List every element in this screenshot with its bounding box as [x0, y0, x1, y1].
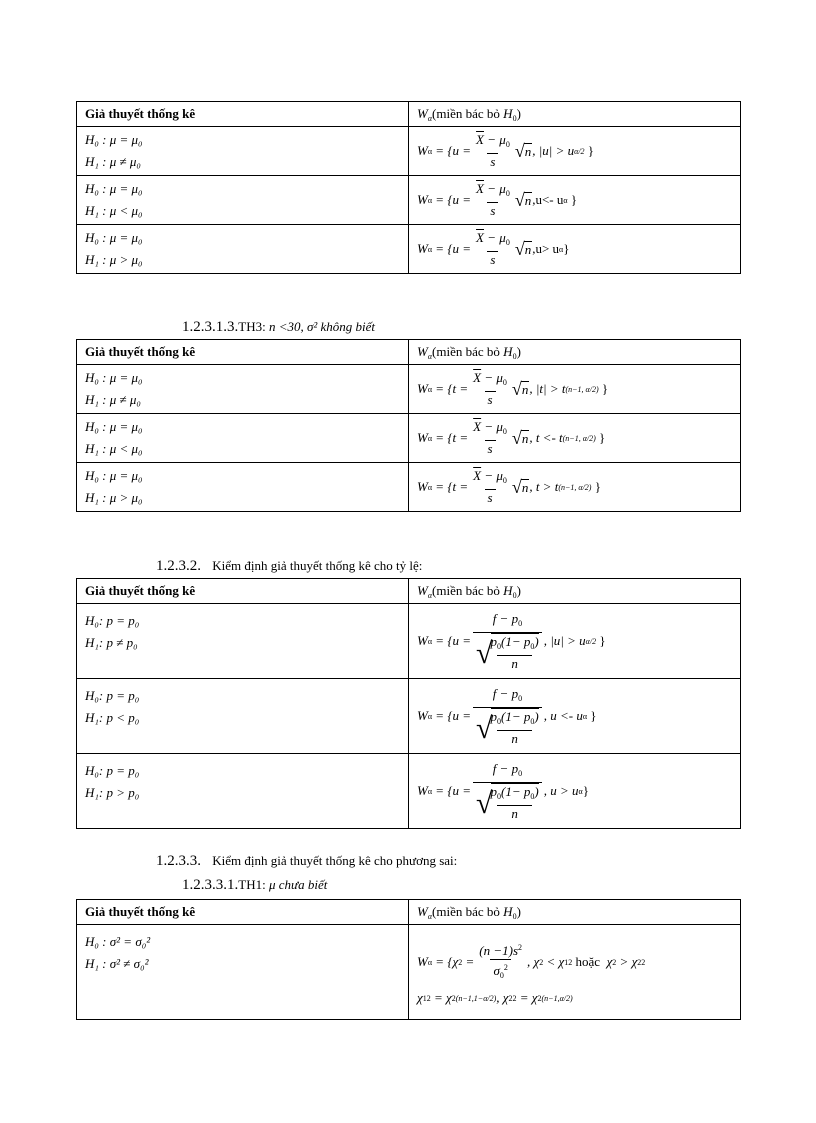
- hypothesis-cell: [77, 414, 409, 463]
- hypothesis-table-variance: [76, 899, 741, 1020]
- rejection-formula: W α = {u = $\frac{\overline{X} - \mu_0}{s}$ √ n ,u<- u α }: [417, 181, 578, 218]
- alternative-hypothesis: H₁: p > p₀: [85, 785, 140, 800]
- hypothesis-cell: [77, 463, 409, 512]
- alternative-hypothesis: H₁ : μ ≠ μ₀: [85, 392, 141, 407]
- null-hypothesis: H₀ : μ = μ₀: [85, 230, 143, 245]
- null-hypothesis: H₀ : μ = μ₀: [85, 370, 143, 385]
- table-row: [77, 463, 741, 512]
- hypothesis-cell: [77, 225, 409, 274]
- rejection-region-cell: [409, 176, 741, 225]
- alternative-hypothesis: H₁: p ≠ p₀: [85, 635, 138, 650]
- null-hypothesis: H₀: p = p₀: [85, 763, 140, 778]
- column-header-hypothesis: Giả thuyết thống kê: [77, 102, 409, 127]
- rejection-formula: W α = {u = $f - p_0$ √ $p_0(1- p_0)$ n , u > u α }: [417, 760, 589, 821]
- critical-values-formula: χ 1 2 = χ 2 (n−1,1−α/2) , χ 2 2 = χ 2 (n−1,α/2): [417, 990, 573, 1005]
- hypothesis-cell: [77, 176, 409, 225]
- rejection-region-cell: [409, 225, 741, 274]
- column-header-hypothesis: Giả thuyết thống kê: [77, 900, 409, 925]
- hypothesis-cell: [77, 127, 409, 176]
- rejection-region-cell: [409, 925, 741, 1020]
- null-hypothesis: H₀ : μ = μ₀: [85, 468, 143, 483]
- hypothesis-table-proportion: [76, 578, 741, 829]
- rejection-formula: W α = {u = $f - p_0$ √ $p_0(1- p_0)$ n , |u| > u α/2 }: [417, 610, 606, 671]
- rejection-formula: W α = {t = $\frac{\overline{X} - \mu_0}{s}$ √ n , t > t (n−1, α/2) }: [417, 468, 601, 505]
- rejection-formula: W α = {t = $\frac{\overline{X} - \mu_0}{s}$ √ n , t <- t (n−1, α/2) }: [417, 419, 606, 456]
- alternative-hypothesis: H₁ : μ < μ₀: [85, 203, 143, 218]
- section-heading-th3: 1.2.3.1.3.TH3: n <30, σ² không biết: [182, 319, 376, 335]
- null-hypothesis: H₀: p = p₀: [85, 613, 140, 628]
- rejection-formula: W α = {u = $\frac{\overline{X} - \mu_0}{s}$ √ n ,u> u α }: [417, 230, 570, 267]
- column-header-rejection-region: $W_\alpha(miền$ bác bỏ $H_0$): [409, 102, 741, 127]
- table-row: [77, 925, 741, 1020]
- section-heading-th1: 1.2.3.3.1.TH1: μ chưa biết: [182, 877, 328, 893]
- null-hypothesis: H₀ : μ = μ₀: [85, 419, 143, 434]
- rejection-region-cell: [409, 463, 741, 512]
- rejection-region-cell: [409, 754, 741, 829]
- table-row: [77, 176, 741, 225]
- table-row: [77, 225, 741, 274]
- alternative-hypothesis: H₁ : μ < μ₀: [85, 441, 143, 456]
- alternative-hypothesis: H₁: p < p₀: [85, 710, 140, 725]
- table-row: [77, 604, 741, 679]
- column-header-hypothesis: Giả thuyết thống kê: [77, 340, 409, 365]
- hypothesis-cell: [77, 365, 409, 414]
- rejection-formula: W α = {u = $\frac{\overline{X} - \mu_0}{s}$ √ n , |u| > u α/2 }: [417, 132, 595, 169]
- hypothesis-table-mean-small-sample: [76, 339, 741, 512]
- rejection-region-cell: [409, 414, 741, 463]
- rejection-formula: W α = {u = $f - p_0$ √ $p_0(1- p_0)$ n , u <- u α }: [417, 685, 597, 746]
- rejection-region-cell: [409, 127, 741, 176]
- column-header-hypothesis: Giả thuyết thống kê: [77, 579, 409, 604]
- null-hypothesis: H₀ : σ² = σ₀²: [85, 934, 151, 949]
- alternative-hypothesis: H₁ : μ ≠ μ₀: [85, 154, 141, 169]
- column-header-rejection-region: $W_\alpha(miền$ bác bỏ $H_0$): [409, 340, 741, 365]
- null-hypothesis: H₀ : μ = μ₀: [85, 181, 143, 196]
- table-row: [77, 679, 741, 754]
- hypothesis-cell: [77, 679, 409, 754]
- column-header-rejection-region: $W_\alpha(miền$ bác bỏ $H_0$): [409, 579, 741, 604]
- null-hypothesis: H₀ : μ = μ₀: [85, 132, 143, 147]
- hypothesis-cell: [77, 754, 409, 829]
- hypothesis-table-mean-known: [76, 101, 741, 274]
- table-row: [77, 127, 741, 176]
- alternative-hypothesis: H₁ : σ² ≠ σ₀²: [85, 956, 149, 971]
- column-header-rejection-region: $W_\alpha(miền$ bác bỏ $H_0$): [409, 900, 741, 925]
- rejection-formula: W α = {χ 2 = $\frac{(n -1)s^2}{\sigma_0^2}$ , χ 2 < χ 1 2 hoặc χ 2 > χ 2 2: [417, 940, 645, 984]
- rejection-region-cell: [409, 365, 741, 414]
- hypothesis-cell: [77, 604, 409, 679]
- null-hypothesis: H₀: p = p₀: [85, 688, 140, 703]
- table-row: [77, 414, 741, 463]
- rejection-formula: W α = {t = $\frac{\overline{X} - \mu_0}{s}$ √ n , |t| > t (n−1, α/2) }: [417, 370, 609, 407]
- hypothesis-cell: [77, 925, 409, 1020]
- rejection-region-cell: [409, 604, 741, 679]
- alternative-hypothesis: H₁ : μ > μ₀: [85, 490, 143, 505]
- table-row: [77, 365, 741, 414]
- alternative-hypothesis: H₁ : μ > μ₀: [85, 252, 143, 267]
- section-heading-proportion: 1.2.3.2. Kiểm định giả thuyết thống kê cho tỷ lệ:: [156, 558, 423, 574]
- table-row: [77, 754, 741, 829]
- section-heading-variance: 1.2.3.3. Kiểm định giả thuyết thống kê cho phương sai:: [156, 853, 458, 869]
- rejection-region-cell: [409, 679, 741, 754]
